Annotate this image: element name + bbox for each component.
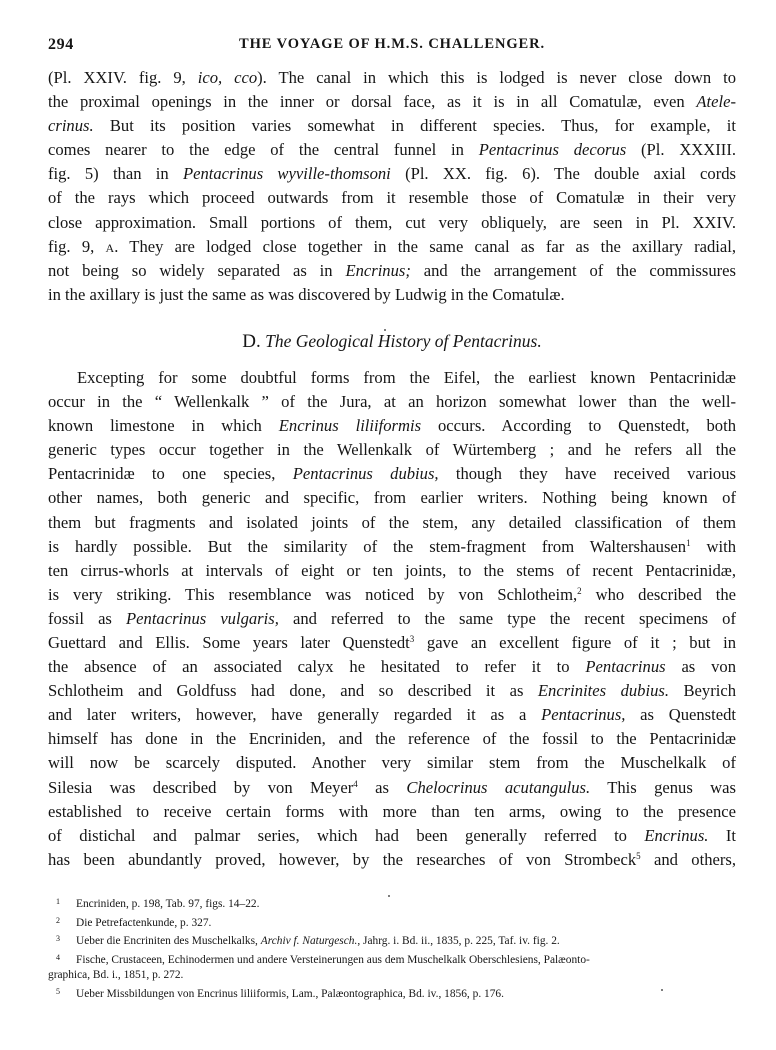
book-page (48, 36, 736, 1002)
text-line: the proximal openings in the inner or dorsal face, as it is in all Comatulæ, even Atele- (48, 92, 736, 112)
text-line: fossil as Pentacrinus vulgaris, and referred to the same type the recent specimens of (48, 608, 737, 628)
text-line: (Pl. XXIV. fig. 9, ico, cco). The canal in which this is lodged is never close down to (48, 68, 736, 87)
text-line: fig. 9, a. They are lodged close together in the same canal as far as the axillary radial, (48, 236, 736, 256)
text-line: is hardly possible. But the similarity of the stem-fragment from Waltershausen$^1$ with (48, 536, 736, 556)
text-line: and later writers, however, have generally regarded it as a Pentacrinus, as Quenstedt (48, 705, 737, 725)
text-line: himself has done in the Encriniden, and the reference of the fossil to the Pentacrinidæ (48, 729, 736, 749)
footnote-ref: 1 (686, 537, 691, 548)
text-line: Silesia was described by von Meyer$^4$ as Chelocrinus acutangulus. This genus was (48, 777, 736, 797)
text-line: in the axillary is just the same as was discovered by Ludwig in the Comatulæ. (48, 284, 565, 304)
paragraph-geological-history (48, 366, 736, 872)
footnote-ref: 2 (577, 585, 582, 596)
text-line: other names, both generic and specific, from earlier writers. Nothing being known of (48, 488, 736, 508)
text-line: known limestone in which Encrinus liliiformis occurs. According to Quenstedt, both (48, 416, 736, 436)
text-line: the absence of an associated calyx he hesitated to refer it to Pentacrinus as von (48, 657, 736, 677)
text-line: Pentacrinidæ to one species, Pentacrinus dubius, though they have received various (48, 464, 736, 484)
print-speck (661, 989, 663, 991)
footnote-ref: 3 (409, 633, 415, 644)
footnote-4: 4 Fische, Crustaceen, Echinodermen und andere Versteinerungen aus dem Muschelkalk Oberschlesiens, Palæonto- (56, 952, 590, 966)
text-line: close approximation. Small portions of them, cut very obliquely, are seen in Pl. XXIV. (48, 212, 736, 232)
footnote-ref: 5 (636, 850, 641, 861)
text-line: established to receive certain forms with more than ten arms, owing to the presence (48, 801, 736, 821)
footnotes (48, 894, 736, 1003)
text-line: Guettard and Ellis. Some years later Quenstedt$^3$ gave an excellent figure of it ; but in (48, 632, 737, 652)
text-line: crinus. But its position varies somewhat in different species. Thus, for example, it (48, 116, 736, 136)
footnote-5: 5 Ueber Missbildungen von Encrinus liliiformis, Lam., Palæontographica, Bd. iv., 1856, p. 176. (56, 986, 504, 1000)
footnote-2: 2 Die Petrefactenkunde, p. 327. (56, 915, 212, 929)
footnote-ref: 4 (353, 778, 358, 789)
text-line: Schlotheim and Goldfuss had done, and so described it as Encrinites dubius. Beyrich (48, 681, 737, 701)
text-line: will now be scarcely disputed. Another very similar stem from the Muschelkalk of (48, 753, 736, 773)
section-title: The Geological History of Pentacrinus. (265, 330, 542, 351)
text-line: ten cirrus-whorls at intervals of eight or ten joints, to the stems of recent Pentacrinidæ, (48, 560, 736, 580)
print-speck (388, 895, 390, 897)
text-line: fig. 5) than in Pentacrinus wyville-thomsoni (Pl. XX. fig. 6). The double axial cords (48, 164, 736, 184)
footnote-1: 1 Encriniden, p. 198, Tab. 97, figs. 14–22. (56, 896, 260, 910)
section-letter: D. (242, 330, 261, 352)
running-title: THE VOYAGE OF H.M.S. CHALLENGER. (239, 36, 545, 52)
running-head (48, 36, 736, 60)
text-line: generic types occur together in the Wellenkalk of Würtemberg ; and he refers all the (48, 440, 736, 460)
page-number: 294 (48, 36, 74, 53)
text-line: of the rays which proceed outwards from it resemble those of Comatulæ in their very (48, 188, 736, 208)
text-line: them but fragments and isolated joints of the stem, any detailed classification of them (48, 512, 736, 532)
text-line: Excepting for some doubtful forms from the Eifel, the earliest known Pentacrinidæ (77, 367, 736, 387)
footnote-3: 3 Ueber die Encriniten des Muschelkalks, Archiv f. Naturgesch., Jahrg. i. Bd. ii., 1835, p. 225, Taf. iv. fig. 2. (56, 934, 560, 948)
text-line: is very striking. This resemblance was noticed by von Schlotheim,$^2$ who described the (48, 584, 737, 604)
print-speck (384, 329, 386, 331)
paragraph-canal (48, 66, 736, 307)
text-line: comes nearer to the edge of the central funnel in Pentacrinus decorus (Pl. XXXIII. (48, 140, 736, 160)
section-heading (48, 331, 736, 355)
text-line: has been abundantly proved, however, by the researches of von Strombeck$^5$ and others, (48, 849, 736, 869)
footnote-4-continued: graphica, Bd. i., 1851, p. 272. (48, 969, 184, 982)
text-line: not being so widely separated as in Encrinus; and the arrangement of the commissures (48, 260, 736, 280)
text-line: occur in the “ Wellenkalk ” of the Jura, at an horizon somewhat lower than the well- (48, 392, 736, 412)
text-line: of distichal and palmar series, which had been generally referred to Encrinus. It (48, 825, 736, 845)
